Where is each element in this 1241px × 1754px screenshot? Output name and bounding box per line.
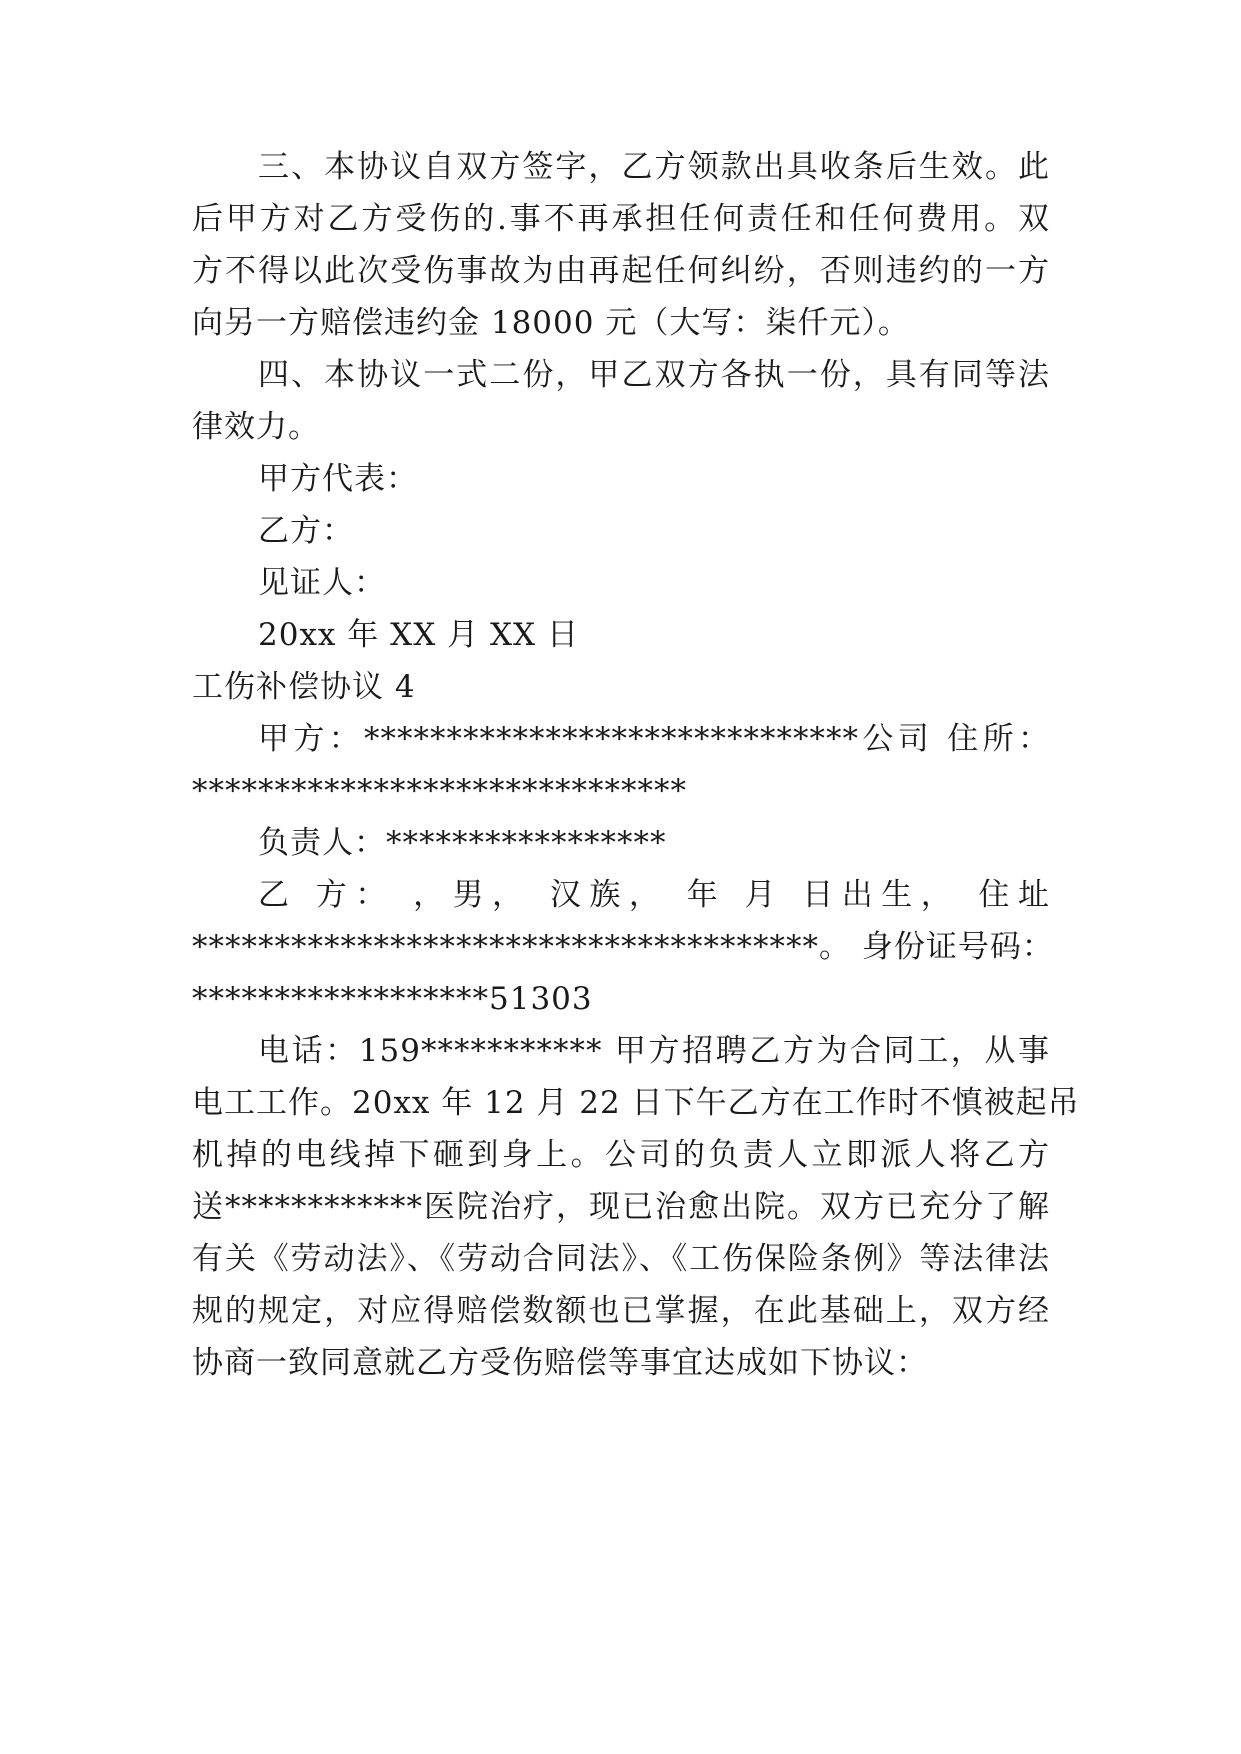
paragraph-3-line-1: 三、本协议自双方签字，乙方领款出具收条后生效。此 [258,149,1050,185]
date-line: 20xx 年 XX 月 XX 日 [258,617,579,653]
party-a-representative-label: 甲方代表： [258,461,418,497]
paragraph-3-line-4: 向另一方赔偿违约金 18000 元（大写：柒仟元）。 [192,305,910,341]
party-b-line-1: 乙 方： ，男， 汉族， 年 月 日出生， 住址 [258,877,1050,913]
body-paragraph-line-5: 有关《劳动法》、《劳动合同法》、《工伤保险条例》等法律法 [192,1241,1050,1277]
body-paragraph-line-6: 规的规定，对应得赔偿数额也已掌握，在此基础上，双方经 [192,1293,1050,1329]
body-paragraph-line-2: 电工工作。20xx 年 12 月 22 日下午乙方在工作时不慎被起吊 [192,1085,1080,1121]
party-b-label: 乙方： [258,513,354,549]
party-a-address-line: ****************************** [192,773,687,809]
body-paragraph-line-7: 协商一致同意就乙方受伤赔偿等事宜达成如下协议： [192,1345,928,1381]
party-b-line-2: **************************************。 身份证号码： [192,929,1054,965]
witness-label: 见证人： [258,565,386,601]
paragraph-3-line-2: 后甲方对乙方受伤的.事不再承担任何责任和任何费用。双 [192,201,1050,237]
id-number-line: ******************51303 [192,981,593,1017]
paragraph-3-line-3: 方不得以此次受伤事故为由再起任何纠纷，否则违约的一方 [192,253,1050,289]
paragraph-4-line-2: 律效力。 [192,409,320,445]
party-a-line: 甲方：******************************公司 住所： [258,721,1050,757]
section-title: 工伤补偿协议 4 [192,669,416,705]
body-paragraph-line-4: 送************医院治疗，现已治愈出院。双方已充分了解 [192,1189,1050,1225]
responsible-person-line: 负责人：***************** [258,825,667,861]
paragraph-4-line-1: 四、本协议一式二份，甲乙双方各执一份，具有同等法 [258,357,1050,393]
body-paragraph-line-1: 电话：159*********** 甲方招聘乙方为合同工，从事 [258,1033,1050,1069]
body-paragraph-line-3: 机掉的电线掉下砸到身上。公司的负责人立即派人将乙方 [192,1137,1050,1173]
